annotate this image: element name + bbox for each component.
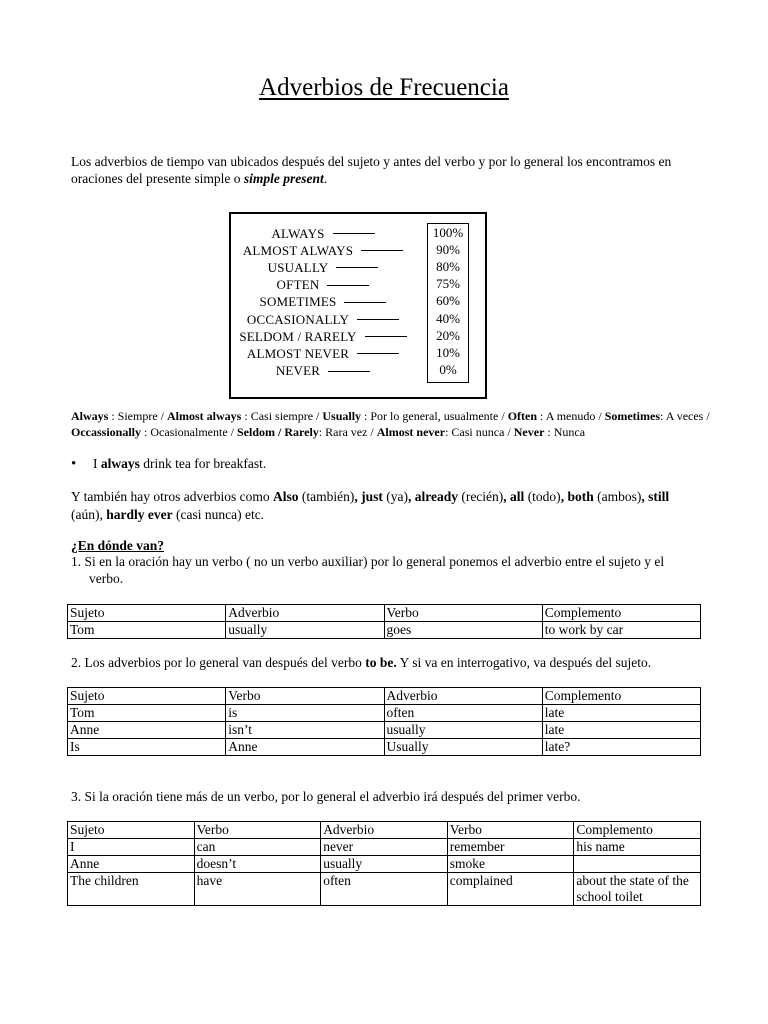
gloss-term: Occassionally: [71, 424, 142, 439]
table-header-cell: Verbo: [384, 605, 542, 622]
table-rule-1: [67, 604, 701, 639]
table-header-cell: Adverbio: [384, 688, 542, 705]
table-header-cell: Adverbio: [226, 605, 384, 622]
frequency-dash: [328, 371, 370, 372]
table-header-cell: Sujeto: [68, 605, 226, 622]
frequency-percent: 0%: [439, 362, 457, 378]
page-title: Adverbios de Frecuencia: [259, 74, 509, 101]
frequency-percent: 60%: [436, 293, 460, 309]
frequency-label: NEVER: [275, 363, 321, 379]
frequency-label: SELDOM / RARELY: [239, 328, 357, 344]
table-row: [68, 622, 701, 639]
adverb-term: , just: [354, 489, 383, 504]
frequency-percent: 40%: [436, 310, 460, 326]
rule-2-pre: 2. Los adverbios por lo general van después del verbo: [71, 655, 366, 670]
table-cell: doesn’t: [194, 856, 321, 873]
table-cell: often: [321, 873, 448, 906]
table-row: [68, 873, 701, 906]
gloss-definition: : Casi nunca /: [445, 424, 514, 439]
gloss-definition: : Rara vez /: [318, 424, 377, 439]
gloss-term: Never: [513, 424, 545, 439]
table-cell: smoke: [447, 856, 574, 873]
table-cell: goes: [384, 622, 542, 639]
gloss-term: Almost always: [167, 409, 242, 423]
other-adverbs-paragraph: [71, 488, 701, 523]
table-cell: often: [384, 705, 542, 722]
table-row: [68, 856, 701, 873]
table-cell: usually: [226, 622, 384, 639]
frequency-row: [239, 363, 407, 380]
frequency-label: SOMETIMES: [259, 294, 337, 310]
gloss-term: Almost never: [376, 424, 446, 439]
rule-2-post: Y si va en interrogativo, va después del sujeto.: [396, 655, 652, 670]
table-row: [68, 722, 701, 739]
adverb-term: , all: [503, 489, 525, 504]
frequency-label: OFTEN: [276, 277, 320, 293]
table-header-cell: Sujeto: [68, 822, 195, 839]
frequency-row: [239, 225, 407, 242]
table-cell: to work by car: [542, 622, 700, 639]
frequency-percentages: [427, 223, 469, 383]
rule-2: [71, 655, 701, 672]
adverb-text: (ya): [382, 489, 408, 504]
table-cell: usually: [384, 722, 542, 739]
frequency-dash: [357, 319, 399, 320]
table-cell: isn’t: [226, 722, 384, 739]
table-cell: can: [194, 839, 321, 856]
adverb-text: (casi nunca) etc.: [172, 506, 265, 522]
table-cell: is: [226, 705, 384, 722]
table-header-cell: Verbo: [194, 822, 321, 839]
table-header-row: [68, 605, 701, 622]
frequency-row: [239, 311, 407, 328]
adverb-term: , already: [407, 489, 458, 504]
frequency-row: [239, 242, 407, 259]
frequency-dash: [344, 302, 386, 303]
frequency-row: [239, 259, 407, 276]
table-cell: Tom: [68, 622, 226, 639]
table-cell: Tom: [68, 705, 226, 722]
adverb-text: (recién): [457, 489, 504, 504]
example-bold: always: [100, 456, 140, 471]
frequency-row: [239, 294, 407, 311]
adverb-glossary: [71, 409, 711, 440]
table-cell: [574, 856, 701, 873]
intro-emphasis: simple present: [243, 171, 324, 186]
table-row: [68, 705, 701, 722]
table-row: [68, 739, 701, 756]
frequency-percent: 75%: [436, 276, 460, 292]
adverb-text: (aún),: [71, 506, 107, 522]
frequency-percent: 10%: [436, 344, 460, 360]
adverb-term: , still: [641, 489, 670, 504]
frequency-row: [239, 328, 407, 345]
frequency-label: ALWAYS: [271, 225, 325, 241]
table-cell: complained: [447, 873, 574, 906]
adverb-term: hardly ever: [106, 506, 173, 522]
table-cell: late?: [542, 739, 700, 756]
intro-text: Los adverbios de tiempo van ubicados después del sujeto y antes del verbo y por lo general los encontramos en oraciones del presente simple o: [71, 154, 672, 186]
table-row: [68, 839, 701, 856]
gloss-definition: : Por lo general, usualmente /: [361, 409, 508, 423]
adverb-term: , both: [560, 489, 594, 504]
frequency-label: USUALLY: [267, 259, 329, 275]
gloss-term: Often: [507, 409, 538, 423]
where-heading: ¿En dónde van?: [71, 538, 165, 553]
frequency-label: ALMOST ALWAYS: [242, 242, 354, 258]
intro-end: .: [323, 171, 328, 186]
gloss-term: Sometimes: [604, 409, 661, 423]
table-cell: late: [542, 722, 700, 739]
gloss-definition: : Nunca: [544, 424, 586, 439]
frequency-labels: [239, 225, 407, 380]
adverb-text: (todo): [524, 489, 561, 504]
adverb-text: Y también hay otros adverbios como: [71, 489, 273, 504]
gloss-term: Seldom / Rarely: [237, 424, 319, 439]
gloss-definition: : Siempre /: [108, 409, 168, 423]
table-cell: about the state of the school toilet: [574, 873, 701, 906]
frequency-dash: [327, 285, 369, 286]
example-pre: I: [93, 456, 101, 471]
frequency-percent: 20%: [436, 327, 460, 343]
table-cell: never: [321, 839, 448, 856]
table-cell: Anne: [68, 722, 226, 739]
frequency-chart-box: [229, 212, 487, 399]
frequency-percent: 100%: [432, 224, 464, 240]
table-cell: I: [68, 839, 195, 856]
frequency-dash: [336, 267, 378, 268]
gloss-definition: : Ocasionalmente /: [141, 424, 237, 439]
frequency-label: ALMOST NEVER: [246, 345, 350, 361]
table-header-cell: Complemento: [574, 822, 701, 839]
table-cell: usually: [321, 856, 448, 873]
adverb-term: Also: [272, 489, 299, 504]
table-cell: Is: [68, 739, 226, 756]
table-cell: Usually: [384, 739, 542, 756]
adverb-text: (también): [298, 489, 355, 504]
table-rule-2: [67, 687, 701, 756]
frequency-percent: 90%: [436, 241, 460, 257]
table-cell: have: [194, 873, 321, 906]
table-cell: The children: [68, 873, 195, 906]
frequency-dash: [365, 336, 407, 337]
rule-1: 1. Si en la oración hay un verbo ( no un verbo auxiliar) por lo general ponemos el adverbio entre el sujeto y el verbo.: [71, 554, 665, 586]
example-bullet: [71, 456, 266, 473]
intro-paragraph: [71, 153, 711, 187]
table-cell: remember: [447, 839, 574, 856]
frequency-dash: [357, 353, 399, 354]
rule-2-bold: to be.: [365, 655, 397, 670]
table-cell: late: [542, 705, 700, 722]
gloss-term: Always: [71, 409, 109, 423]
table-header-row: [68, 688, 701, 705]
frequency-label: OCCASIONALLY: [246, 311, 350, 327]
bullet-icon: •: [71, 456, 77, 472]
table-header-cell: Verbo: [447, 822, 574, 839]
gloss-definition: : Casi siempre /: [241, 409, 323, 423]
gloss-definition: : A menudo /: [537, 409, 605, 423]
table-header-cell: Complemento: [542, 688, 700, 705]
table-cell: Anne: [226, 739, 384, 756]
frequency-percent: 80%: [436, 258, 460, 274]
table-header-cell: Verbo: [226, 688, 384, 705]
example-post: drink tea for breakfast.: [139, 456, 267, 471]
table-rule-3: [67, 821, 701, 906]
frequency-row: [239, 345, 407, 362]
gloss-definition: : A veces /: [660, 409, 710, 423]
table-cell: his name: [574, 839, 701, 856]
table-header-cell: Sujeto: [68, 688, 226, 705]
adverb-text: (ambos): [593, 489, 642, 504]
frequency-dash: [333, 233, 375, 234]
table-cell: Anne: [68, 856, 195, 873]
frequency-row: [239, 277, 407, 294]
table-header-cell: Complemento: [542, 605, 700, 622]
table-header-cell: Adverbio: [321, 822, 448, 839]
frequency-dash: [361, 250, 403, 251]
rule-3: 3. Si la oración tiene más de un verbo, por lo general el adverbio irá después del primer verbo.: [71, 789, 581, 804]
gloss-term: Usually: [322, 409, 362, 423]
table-header-row: [68, 822, 701, 839]
